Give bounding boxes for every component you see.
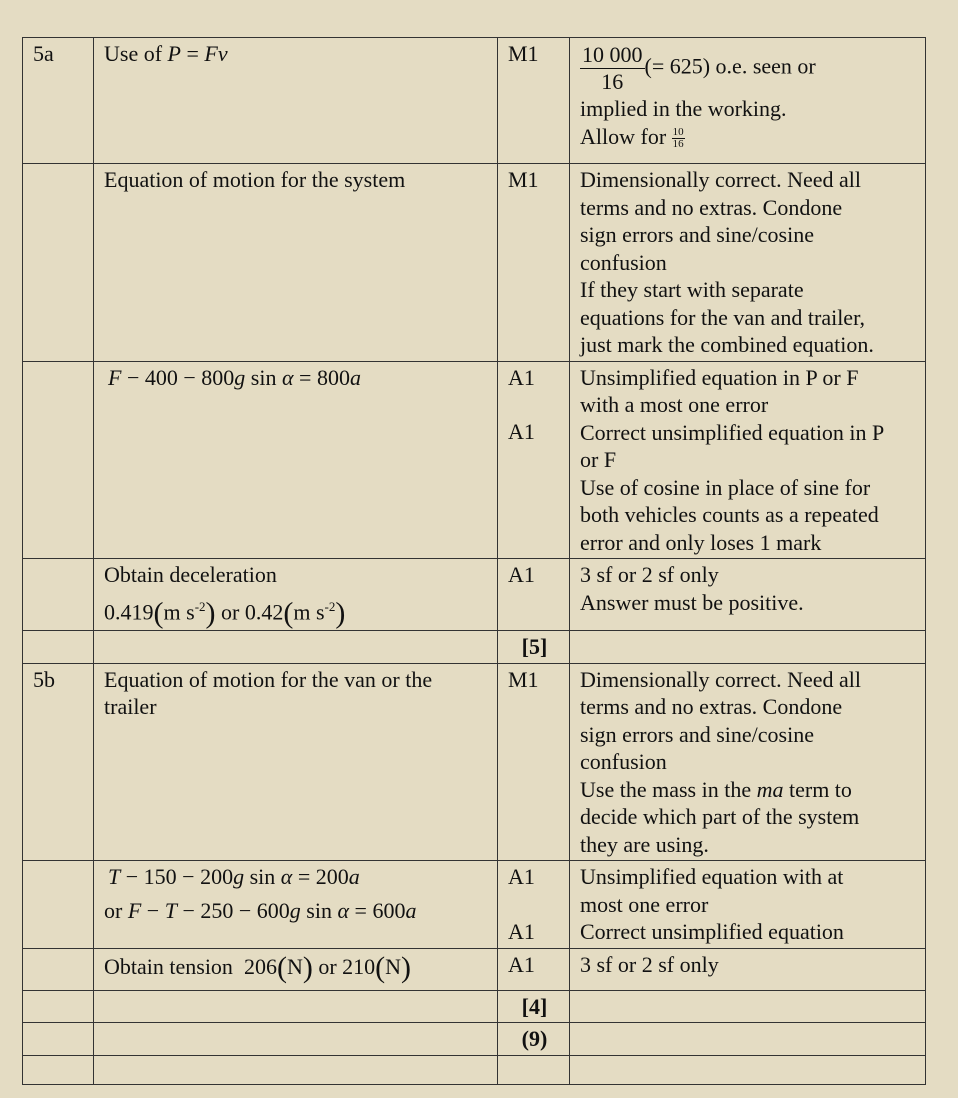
- question-cell: [23, 164, 94, 362]
- table-row: [23, 361, 926, 559]
- mark-scheme-table: [22, 37, 926, 1085]
- table-row: [23, 1055, 926, 1084]
- method-cell: F − 400 − 800g sin α = 800a: [94, 361, 498, 559]
- fraction: $\frac{10 000}{16}$: [582, 42, 643, 94]
- guidance-cell: Dimensionally correct. Need all terms and no extras. Condone sign errors and sine/cosine confusion If they start with separate equations for the van and trailer, just mark the combined equation.: [570, 164, 926, 362]
- subtotal: [4]: [498, 990, 570, 1023]
- table-row: [23, 1023, 926, 1056]
- guidance-cell: 3 sf or 2 sf only: [570, 948, 926, 990]
- method-cell: Obtain deceleration 0.419(m $s^{-2}$) or 0.42(m $s^{-2}$): [94, 559, 498, 631]
- mark-cell: A1 A1: [498, 361, 570, 559]
- method-cell: Equation of motion for the system: [94, 164, 498, 362]
- deceleration-answer: 0.419(m $s^{-2}$) or 0.42(m $s^{-2}$): [104, 595, 346, 629]
- question-cell: 5b: [23, 663, 94, 861]
- question-total: (9): [498, 1023, 570, 1056]
- guidance-cell: Unsimplified equation with at most one error Correct unsimplified equation: [570, 861, 926, 949]
- mark-cell: A1: [498, 559, 570, 631]
- empty-cell: [498, 1055, 570, 1084]
- method-cell: Obtain tension 206(N) or 210(N): [94, 948, 498, 990]
- mark-cell: M1: [498, 164, 570, 362]
- mark-cell: A1 A1: [498, 861, 570, 949]
- guidance-cell: Unsimplified equation in P or F with a most one error Correct unsimplified equation in P or F Use of cosine in place of sine for both vehicles counts as a repeated error and only loses 1 mark: [570, 361, 926, 559]
- question-cell: [23, 861, 94, 949]
- guidance-cell: Dimensionally correct. Need all terms and no extras. Condone sign errors and sine/cosine confusion Use the mass in the ma term to decide which part of the system they are using.: [570, 663, 926, 861]
- mark-cell: A1: [498, 948, 570, 990]
- question-cell: [23, 559, 94, 631]
- subtotal: [5]: [498, 631, 570, 664]
- small-fraction: $\frac{10}{16}$: [672, 125, 684, 150]
- mark-cell: M1: [498, 663, 570, 861]
- method-cell: Use of P = Fv: [94, 38, 498, 164]
- table-row: [23, 990, 926, 1023]
- method-cell: Equation of motion for the van or the trailer: [94, 663, 498, 861]
- question-cell: 5a: [23, 38, 94, 164]
- table-row: [23, 663, 926, 861]
- table-row: [23, 948, 926, 990]
- table-row: [23, 559, 926, 631]
- table-row: [23, 631, 926, 664]
- table-row: [23, 861, 926, 949]
- trailer-equation: or F − T − 250 − 600g sin α = 600a: [104, 897, 417, 923]
- van-equation: T − 150 − 200g sin α = 200a: [108, 864, 360, 889]
- mark-cell: M1: [498, 38, 570, 164]
- table-row: [23, 38, 926, 164]
- table-row: [23, 164, 926, 362]
- guidance-cell: 3 sf or 2 sf only Answer must be positive.: [570, 559, 926, 631]
- method-cell: [94, 861, 498, 949]
- guidance-cell: $\frac{10 000}{16}$ (= 625) o.e. seen or implied in the working. Allow for $\frac{10}{16}$: [570, 38, 926, 164]
- question-cell: [23, 361, 94, 559]
- question-cell: [23, 948, 94, 990]
